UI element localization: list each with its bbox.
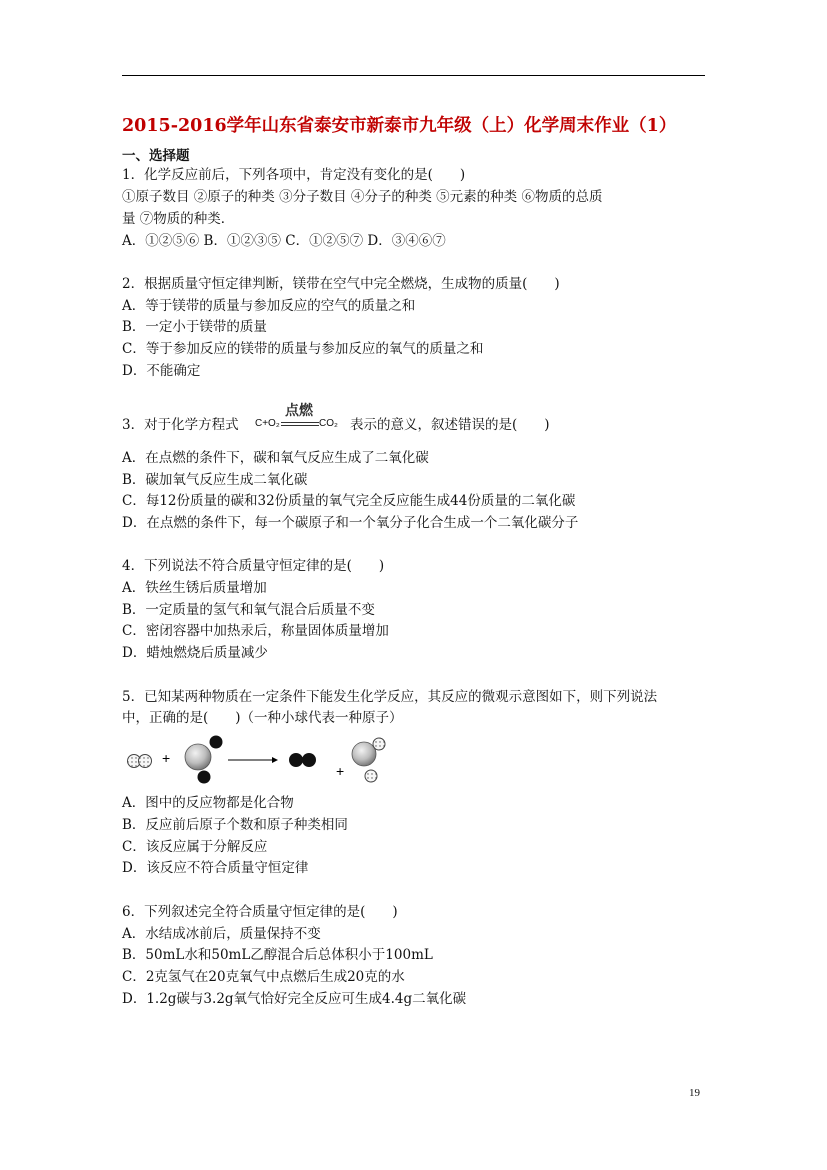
equation-bar-top bbox=[281, 422, 319, 423]
q3-stem-prefix: 3．对于化学方程式 bbox=[122, 417, 239, 433]
q1-options: A．①②⑤⑥ B．①②③⑤ C．①②⑤⑦ D．③④⑥⑦ bbox=[122, 233, 446, 249]
reaction-arrow bbox=[228, 757, 278, 763]
reaction-micro-diagram bbox=[122, 732, 402, 792]
reactant-molecule-2 bbox=[185, 736, 223, 784]
q5-option-b: B．反应前后原子个数和原子种类相同 bbox=[122, 817, 348, 833]
equation-bar-bottom bbox=[281, 425, 319, 426]
q1-items-line1: ①原子数目 ②原子的种类 ③分子数目 ④分子的种类 ⑤元素的种类 ⑥物质的总质 bbox=[122, 189, 603, 205]
q6-option-d: D．1.2g碳与3.2g氧气恰好完全反应可生成4.4g二氧化碳 bbox=[122, 991, 467, 1007]
header-rule bbox=[122, 75, 705, 76]
product-molecule-2 bbox=[352, 738, 385, 782]
q2-stem: 2．根据质量守恒定律判断，镁带在空气中完全燃烧，生成物的质量( ) bbox=[122, 276, 560, 292]
q2-option-d: D．不能确定 bbox=[122, 363, 201, 379]
q3-option-c: C．每12份质量的碳和32份质量的氧气完全反应能生成44份质量的二氧化碳 bbox=[122, 493, 576, 509]
product-molecule-1 bbox=[289, 753, 316, 767]
q6-option-c: C．2克氢气在20克氧气中点燃后生成20克的水 bbox=[122, 969, 405, 985]
q5-option-a: A．图中的反应物都是化合物 bbox=[122, 795, 294, 811]
chemical-equation bbox=[255, 400, 345, 436]
q4-option-d: D．蜡烛燃烧后质量减少 bbox=[122, 645, 268, 661]
section-heading: 一、选择题 bbox=[122, 148, 190, 164]
q3-option-a: A．在点燃的条件下，碳和氧气反应生成了二氧化碳 bbox=[122, 450, 429, 466]
q3-stem-suffix: 表示的意义，叙述错误的是( ) bbox=[350, 417, 550, 433]
reaction-diagram-svg bbox=[122, 732, 402, 792]
reactant-molecule-1 bbox=[128, 755, 152, 768]
q3-option-d: D．在点燃的条件下，每一个碳原子和一个氧分子化合生成一个二氧化碳分子 bbox=[122, 515, 579, 531]
q5-stem-line2: 中，正确的是( )（一种小球代表一种原子） bbox=[122, 710, 403, 726]
equation-condition: 点燃 bbox=[285, 403, 313, 419]
equation-product: CO₂ bbox=[319, 418, 338, 429]
q1-items-line2: 量 ⑦物质的种类． bbox=[122, 211, 235, 227]
page-number: 19 bbox=[689, 1087, 700, 1099]
q6-stem: 6．下列叙述完全符合质量守恒定律的是( ) bbox=[122, 904, 398, 920]
plus-sign-2: + bbox=[336, 763, 345, 779]
q5-stem-line1: 5．已知某两种物质在一定条件下能发生化学反应，其反应的微观示意图如下，则下列说法 bbox=[122, 689, 658, 705]
document-title: 2015-2016学年山东省泰安市新泰市九年级（上）化学周末作业（1） bbox=[122, 116, 677, 136]
equation-reactants: C+O₂ bbox=[255, 418, 280, 429]
plus-sign-1: + bbox=[162, 750, 171, 766]
q5-option-c: C．该反应属于分解反应 bbox=[122, 839, 268, 855]
q2-option-a: A．等于镁带的质量与参加反应的空气的质量之和 bbox=[122, 298, 416, 314]
q2-option-b: B．一定小于镁带的质量 bbox=[122, 319, 267, 335]
q6-option-b: B．50mL水和50mL乙醇混合后总体积小于100mL bbox=[122, 947, 433, 963]
q2-option-c: C．等于参加反应的镁带的质量与参加反应的氧气的质量之和 bbox=[122, 341, 484, 357]
q4-stem: 4．下列说法不符合质量守恒定律的是( ) bbox=[122, 558, 385, 574]
q6-option-a: A．水结成冰前后，质量保持不变 bbox=[122, 926, 321, 942]
q4-option-b: B．一定质量的氢气和氧气混合后质量不变 bbox=[122, 602, 375, 618]
q1-stem: 1．化学反应前后，下列各项中，肯定没有变化的是( ) bbox=[122, 167, 466, 183]
q4-option-a: A．铁丝生锈后质量增加 bbox=[122, 580, 267, 596]
q5-option-d: D．该反应不符合质量守恒定律 bbox=[122, 860, 309, 876]
q4-option-c: C．密闭容器中加热汞后，称量固体质量增加 bbox=[122, 623, 389, 639]
q3-option-b: B．碳加氧气反应生成二氧化碳 bbox=[122, 472, 308, 488]
